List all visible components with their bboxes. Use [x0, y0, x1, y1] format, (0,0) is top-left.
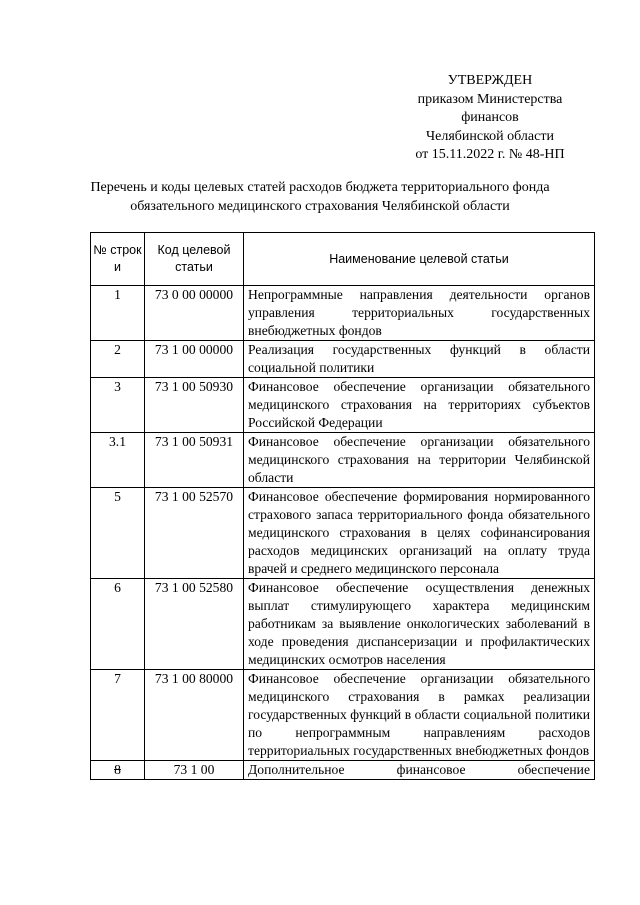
table-row	[91, 488, 595, 579]
row-name: Финансовое обеспечение организации обязательного медицинского страхования в рамках реализации государственных функций в области социальной политики по непрограммным направлениям расходов территориальных государственных внебюджетных фондов	[244, 670, 595, 761]
row-number: 3.1	[91, 433, 145, 488]
row-name: Финансовое обеспечение формирования нормированного страхового запаса территориального фонда обязательного медицинского страхования в целях софинансирования расходов медицинских организаций на оплату труда врачей и среднего медицинского персонала	[244, 488, 595, 579]
row-number: 1	[91, 286, 145, 341]
row-number-text: 8	[114, 762, 121, 777]
title-line: обязательного медицинского страхования Челябинской области	[130, 199, 510, 214]
row-name: Реализация государственных функций в области социальной политики	[244, 341, 595, 378]
header-name: Наименование целевой статьи	[244, 233, 595, 286]
approval-line: приказом Министерства	[417, 91, 563, 107]
table-header-row	[91, 233, 595, 286]
row-name: Дополнительное финансовое обеспечение	[244, 761, 595, 780]
row-number: 5	[91, 488, 145, 579]
row-name: Финансовое обеспечение осуществления денежных выплат стимулирующего характера медицинским работникам за выявление онкологических заболеваний в ходе проведения диспансеризации и профилактических медицинских осмотров населения	[244, 579, 595, 670]
document-title	[80, 178, 560, 216]
table-row	[91, 286, 595, 341]
row-code: 73 1 00 50930	[145, 378, 244, 433]
table-row	[91, 378, 595, 433]
row-name: Финансовое обеспечение организации обязательного медицинского страхования на территориях субъектов Российской Федерации	[244, 378, 595, 433]
table-row	[91, 761, 595, 780]
row-number	[91, 761, 145, 780]
table-row	[91, 670, 595, 761]
row-code: 73 1 00 00000	[145, 341, 244, 378]
approval-line: от 15.11.2022 г. № 48-НП	[415, 147, 565, 162]
table-row	[91, 433, 595, 488]
approval-line: Челябинской области	[426, 128, 554, 144]
header-code: Код целевой статьи	[145, 233, 244, 286]
row-name: Непрограммные направления деятельности органов управления территориальных государственных внебюджетных фондов	[244, 286, 595, 341]
row-number: 2	[91, 341, 145, 378]
row-name: Финансовое обеспечение организации обязательного медицинского страхования на территории Челябинской области	[244, 433, 595, 488]
table-row	[91, 341, 595, 378]
row-code: 73 1 00 50931	[145, 433, 244, 488]
codes-table	[90, 232, 595, 780]
approval-line: финансов	[461, 110, 519, 125]
title-line: Перечень и коды целевых статей расходов бюджета территориального фонда	[90, 180, 550, 195]
row-number: 7	[91, 670, 145, 761]
row-number: 3	[91, 378, 145, 433]
row-code: 73 1 00	[145, 761, 244, 780]
table-row	[91, 579, 595, 670]
approval-line: УТВЕРЖДЕН	[447, 73, 533, 88]
row-code: 73 1 00 52570	[145, 488, 244, 579]
row-number: 6	[91, 579, 145, 670]
row-code: 73 1 00 80000	[145, 670, 244, 761]
row-code: 73 1 00 52580	[145, 579, 244, 670]
row-code: 73 0 00 00000	[145, 286, 244, 341]
header-row-number: № строк и	[91, 233, 145, 286]
approval-stamp	[385, 72, 595, 165]
